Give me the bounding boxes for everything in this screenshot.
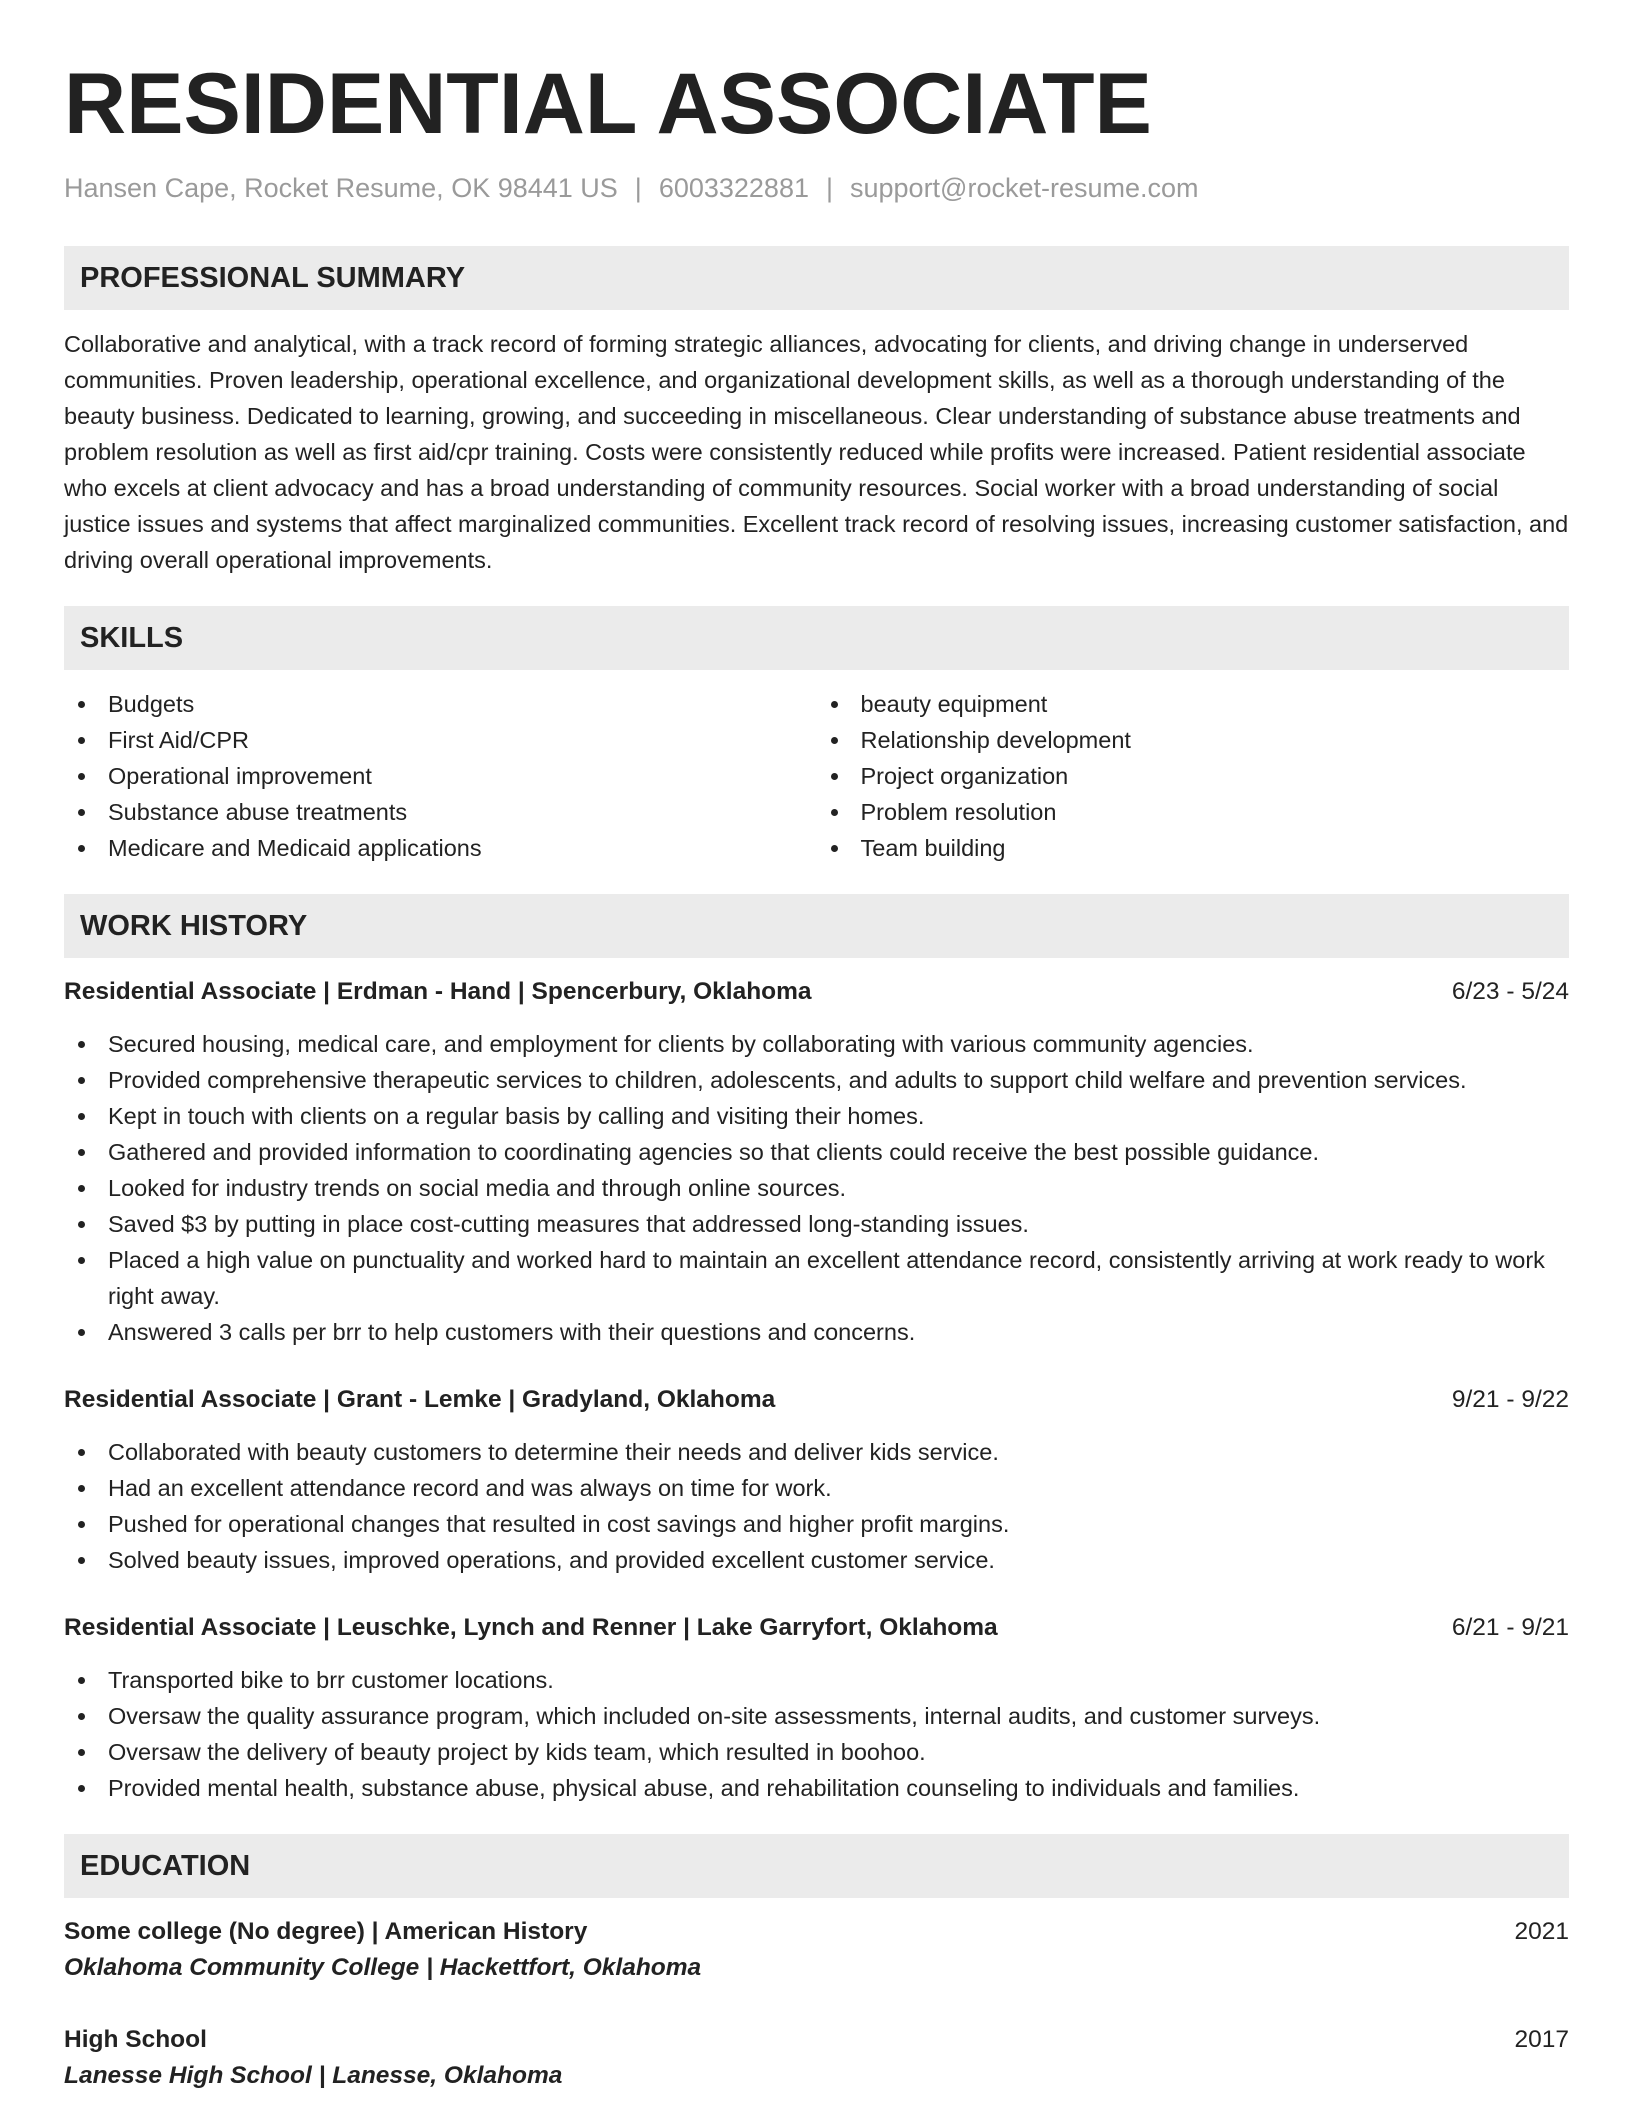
job-bullet — [64, 1542, 1569, 1578]
education-year: 2017 — [1514, 2026, 1569, 2053]
bullet-icon — [78, 1077, 85, 1084]
bullet-icon — [78, 1041, 85, 1048]
bullet-icon — [831, 701, 838, 708]
job-bullet — [64, 1770, 1569, 1806]
job-bullet-text: Solved beauty issues, improved operations, and provided excellent customer service. — [108, 1547, 995, 1573]
job-bullet — [64, 1734, 1569, 1770]
job-bullet-text: Pushed for operational changes that resulted in cost savings and higher profit margins. — [108, 1511, 1010, 1537]
bullet-icon — [78, 809, 85, 816]
contact-email: support@rocket-resume.com — [850, 173, 1199, 203]
job-heading-row — [64, 974, 1569, 1010]
bullet-icon — [78, 1221, 85, 1228]
skill-item — [817, 686, 1570, 722]
skill-item — [817, 830, 1570, 866]
job-title: Residential Associate | Grant - Lemke | Gradyland, Oklahoma — [64, 1386, 776, 1413]
bullet-icon — [78, 1329, 85, 1336]
bullet-icon — [78, 1257, 85, 1264]
bullet-icon — [78, 1557, 85, 1564]
bullet-icon — [78, 737, 85, 744]
education-entry — [64, 1914, 1569, 1986]
bullet-icon — [78, 773, 85, 780]
skill-label: Project organization — [860, 763, 1069, 789]
job-bullet — [64, 1698, 1569, 1734]
skill-label: Problem resolution — [860, 799, 1057, 825]
education-school: Oklahoma Community College | Hackettfort, Oklahoma — [64, 1954, 702, 1981]
job-bullet — [64, 1314, 1569, 1350]
job-bullet — [64, 1098, 1569, 1134]
contact-address: Hansen Cape, Rocket Resume, OK 98441 US — [64, 173, 618, 203]
job-bullet — [64, 1662, 1569, 1698]
job-title: Residential Associate | Erdman - Hand | Spencerbury, Oklahoma — [64, 978, 812, 1005]
section-header-work-history: WORK HISTORY — [64, 894, 1569, 958]
skills-column-right — [817, 686, 1570, 866]
job-bullet-text: Provided mental health, substance abuse, physical abuse, and rehabilitation counseling to individuals and families. — [108, 1775, 1300, 1801]
skills-column-left — [64, 686, 817, 866]
job-bullet — [64, 1062, 1569, 1098]
skill-label: Relationship development — [860, 727, 1131, 753]
skill-item — [817, 758, 1570, 794]
job-bullets — [64, 1026, 1569, 1350]
job-bullet-text: Had an excellent attendance record and was always on time for work. — [108, 1475, 832, 1501]
job-bullet-text: Oversaw the quality assurance program, which included on-site assessments, internal audits, and customer surveys. — [108, 1703, 1321, 1729]
job-dates: 6/23 - 5/24 — [1451, 978, 1569, 1005]
education-year: 2021 — [1514, 1918, 1569, 1945]
skill-label: Operational improvement — [108, 763, 372, 789]
skills-list — [64, 686, 1569, 866]
section-header-education: EDUCATION — [64, 1834, 1569, 1898]
bullet-icon — [78, 701, 85, 708]
skill-label: Budgets — [108, 691, 195, 717]
job-bullet-text: Gathered and provided information to coordinating agencies so that clients could receive the best possible guidance. — [108, 1139, 1320, 1165]
job-bullet-text: Answered 3 calls per brr to help customers with their questions and concerns. — [108, 1319, 916, 1345]
education-degree: Some college (No degree) | American History — [64, 1918, 588, 1945]
skill-label: beauty equipment — [860, 691, 1048, 717]
education-school: Lanesse High School | Lanesse, Oklahoma — [64, 2062, 563, 2089]
job-bullet-text: Transported bike to brr customer locations. — [108, 1667, 554, 1693]
contact-separator: | — [825, 173, 833, 203]
job-bullets — [64, 1662, 1569, 1806]
education-degree: High School — [64, 2026, 207, 2053]
job-bullet-text: Secured housing, medical care, and employment for clients by collaborating with various community agencies. — [108, 1031, 1254, 1057]
contact-line — [64, 170, 1569, 206]
bullet-icon — [78, 1677, 85, 1684]
job-bullet — [64, 1506, 1569, 1542]
job-entry — [64, 1610, 1569, 1806]
section-header-summary: PROFESSIONAL SUMMARY — [64, 246, 1569, 310]
skill-label: Substance abuse treatments — [108, 799, 408, 825]
job-bullet-text: Placed a high value on punctuality and worked hard to maintain an excellent attendance record, consistently arriving at work ready to work right away. — [108, 1247, 1545, 1309]
bullet-icon — [78, 845, 85, 852]
bullet-icon — [78, 1185, 85, 1192]
job-bullet-text: Collaborated with beauty customers to determine their needs and deliver kids service. — [108, 1439, 999, 1465]
bullet-icon — [78, 1713, 85, 1720]
skill-item — [64, 794, 817, 830]
bullet-icon — [831, 845, 838, 852]
job-bullet — [64, 1026, 1569, 1062]
bullet-icon — [78, 1521, 85, 1528]
education-heading-row — [64, 1914, 1569, 1950]
job-bullet-text: Oversaw the delivery of beauty project by kids team, which resulted in boohoo. — [108, 1739, 926, 1765]
section-header-skills: SKILLS — [64, 606, 1569, 670]
bullet-icon — [831, 809, 838, 816]
education-heading-row — [64, 2022, 1569, 2058]
skill-item — [817, 794, 1570, 830]
job-bullet — [64, 1206, 1569, 1242]
job-bullet — [64, 1470, 1569, 1506]
contact-phone: 6003322881 — [658, 173, 809, 203]
bullet-icon — [78, 1785, 85, 1792]
job-bullet — [64, 1434, 1569, 1470]
job-bullet-text: Provided comprehensive therapeutic services to children, adolescents, and adults to support child welfare and prevention services. — [108, 1067, 1467, 1093]
job-entry — [64, 1382, 1569, 1578]
education-entry — [64, 2022, 1569, 2094]
bullet-icon — [831, 773, 838, 780]
resume-title: RESIDENTIAL ASSOCIATE — [64, 56, 1152, 152]
contact-separator: | — [634, 173, 642, 203]
job-bullets — [64, 1434, 1569, 1578]
summary-text: Collaborative and analytical, with a track record of forming strategic alliances, advocating for clients, and driving change in underserved communities. Proven leadership, operational excellence, and organizational development skills, as well as a thorough understanding of the beauty business. Dedicated to learning, growing, and succeeding in miscellaneous. Clear understanding of substance abuse treatments and problem resolution as well as first aid/cpr training. Costs were consistently reduced while profits were increased. Patient residential associate who excels at client advocacy and has a broad understanding of community resources. Social worker with a broad understanding of social justice issues and systems that affect marginalized communities. Excellent track record of resolving issues, increasing customer satisfaction, and driving overall operational improvements. — [64, 331, 1569, 573]
bullet-icon — [78, 1113, 85, 1120]
job-bullet-text: Saved $3 by putting in place cost-cutting measures that addressed long-standing issues. — [108, 1211, 1029, 1237]
job-heading-row — [64, 1382, 1569, 1418]
bullet-icon — [78, 1149, 85, 1156]
job-bullet — [64, 1170, 1569, 1206]
job-title: Residential Associate | Leuschke, Lynch and Renner | Lake Garryfort, Oklahoma — [64, 1614, 998, 1641]
skill-label: Team building — [860, 835, 1006, 861]
job-bullet — [64, 1134, 1569, 1170]
skill-item — [817, 722, 1570, 758]
bullet-icon — [78, 1485, 85, 1492]
skill-item — [64, 830, 817, 866]
skill-item — [64, 722, 817, 758]
bullet-icon — [78, 1749, 85, 1756]
skill-label: Medicare and Medicaid applications — [108, 835, 482, 861]
bullet-icon — [78, 1449, 85, 1456]
job-dates: 6/21 - 9/21 — [1451, 1614, 1569, 1641]
job-heading-row — [64, 1610, 1569, 1646]
skill-item — [64, 686, 817, 722]
job-bullet-text: Looked for industry trends on social media and through online sources. — [108, 1175, 847, 1201]
skill-item — [64, 758, 817, 794]
job-bullet — [64, 1242, 1569, 1314]
job-dates: 9/21 - 9/22 — [1451, 1386, 1569, 1413]
bullet-icon — [831, 737, 838, 744]
job-entry — [64, 974, 1569, 1350]
job-bullet-text: Kept in touch with clients on a regular basis by calling and visiting their homes. — [108, 1103, 925, 1129]
skill-label: First Aid/CPR — [108, 727, 250, 753]
